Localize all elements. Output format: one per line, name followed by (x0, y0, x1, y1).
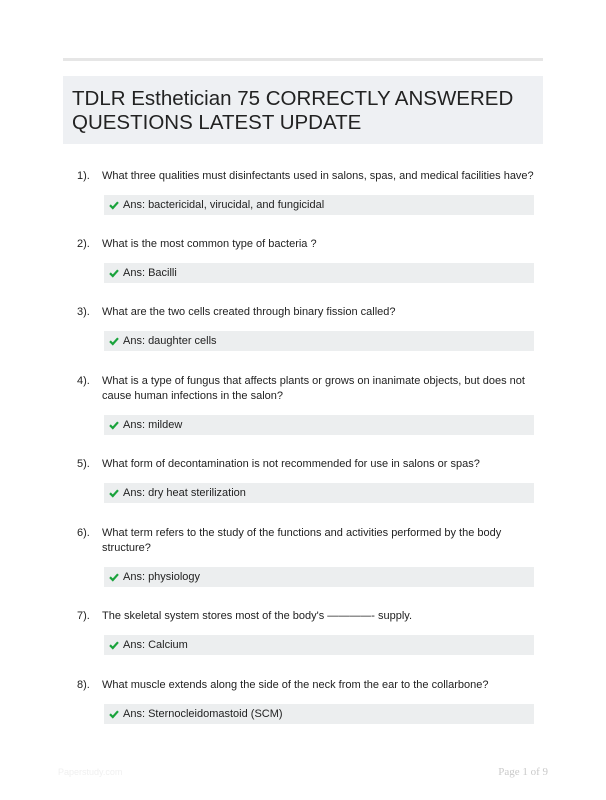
checkmark-icon (109, 420, 119, 430)
question-number: 2). (77, 238, 90, 250)
question-text: What muscle extends along the side of the neck from the ear to the collarbone? (102, 679, 489, 691)
qa-item-5 (63, 457, 543, 503)
answer-box (104, 635, 534, 655)
question-text: What term refers to the study of the functions and activities performed by the body structure? (102, 527, 502, 554)
qa-item-4 (63, 374, 543, 435)
answer-box (104, 415, 534, 435)
answer-text: Ans: Calcium (123, 639, 188, 651)
checkmark-icon (109, 268, 119, 278)
checkmark-icon (109, 709, 119, 719)
footer-watermark: Paperstudy.com (58, 767, 123, 777)
answer-box (104, 567, 534, 587)
answer-text: Ans: bactericidal, virucidal, and fungicidal (123, 199, 325, 211)
answer-box (104, 704, 534, 724)
answer-text: Ans: daughter cells (123, 335, 217, 347)
question-text: What are the two cells created through binary fission called? (102, 306, 396, 318)
qa-item-2 (63, 237, 543, 283)
question-text: What is the most common type of bacteria ? (102, 238, 317, 250)
question-text: What three qualities must disinfectants used in salons, spas, and medical facilities have? (102, 170, 534, 182)
answer-text: Ans: physiology (123, 571, 201, 583)
checkmark-icon (109, 488, 119, 498)
answer-box (104, 263, 534, 283)
question-number: 1). (77, 170, 90, 182)
question-text: What form of decontamination is not recommended for use in salons or spas? (102, 458, 480, 470)
page-indicator: Page 1 of 9 (498, 766, 548, 778)
qa-item-7 (63, 609, 543, 655)
checkmark-icon (109, 336, 119, 346)
title-box (63, 76, 543, 144)
qa-item-6 (63, 526, 543, 587)
answer-box (104, 195, 534, 215)
answer-box (104, 483, 534, 503)
question-text: The skeletal system stores most of the body's ————- supply. (102, 610, 413, 622)
top-rule (63, 58, 543, 61)
question-number: 6). (77, 527, 90, 539)
answer-text: Ans: mildew (123, 419, 183, 431)
document-title: TDLR Esthetician 75 CORRECTLY ANSWERED QUESTIONS LATEST UPDATE (72, 87, 514, 134)
question-number: 4). (77, 375, 90, 387)
qa-item-3 (63, 305, 543, 351)
checkmark-icon (109, 640, 119, 650)
qa-item-1 (63, 169, 543, 215)
qa-item-8 (63, 678, 543, 724)
checkmark-icon (109, 200, 119, 210)
answer-text: Ans: dry heat sterilization (123, 487, 246, 499)
question-number: 7). (77, 610, 90, 622)
checkmark-icon (109, 572, 119, 582)
question-number: 3). (77, 306, 90, 318)
question-text: What is a type of fungus that affects plants or grows on inanimate objects, but does not cause human infections in the salon? (102, 375, 525, 402)
answer-text: Ans: Sternocleidomastoid (SCM) (123, 708, 283, 720)
answer-text: Ans: Bacilli (123, 267, 177, 279)
question-number: 8). (77, 679, 90, 691)
answer-box (104, 331, 534, 351)
question-number: 5). (77, 458, 90, 470)
